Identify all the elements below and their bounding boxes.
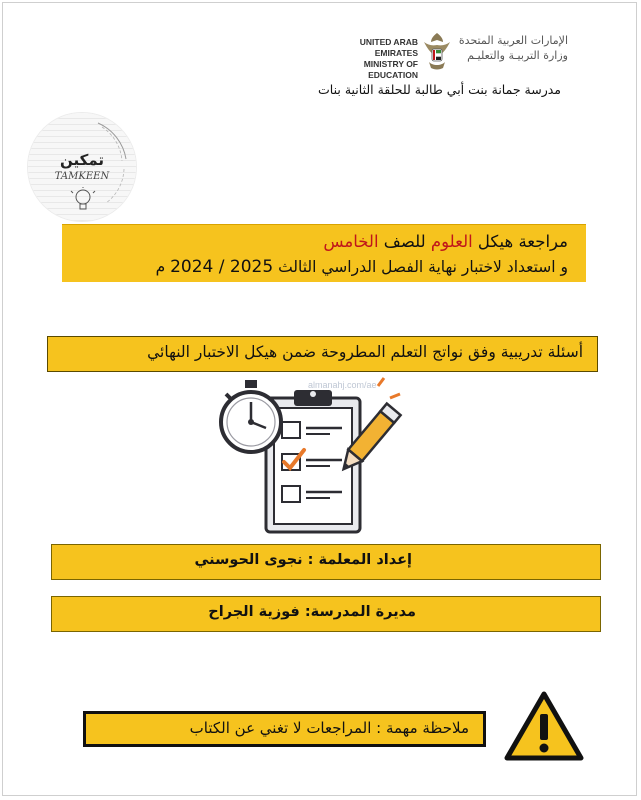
title-banner — [62, 224, 586, 282]
teacher-name: إعداد المعلمة : نجوى الحوسني — [51, 544, 601, 580]
year-suffix: م — [155, 258, 171, 276]
uae-emblem-icon — [418, 30, 456, 74]
ministry-name-english — [318, 37, 418, 81]
ministry-name-arabic — [458, 33, 568, 63]
title-line-1 — [62, 229, 568, 255]
warning-triangle-icon — [504, 690, 584, 762]
title-text-1: مراجعة هيكل — [472, 232, 568, 251]
school-name: مدرسة جمانة بنت أبي طالبة للحلقة الثانية بنات — [318, 82, 561, 97]
exam-text: و استعداد لاختبار نهاية الفصل الدراسي الثالث — [273, 258, 568, 276]
tamkeen-logo — [28, 113, 136, 221]
questions-banner: أسئلة تدريبية وفق نواتج التعلم المطروحة ضمن هيكل الاختبار النهائي — [47, 336, 598, 372]
lightbulb-icon — [70, 187, 96, 215]
ministry-ar-line2: وزارة التربيـة والتعليـم — [467, 49, 568, 62]
ministry-en-line2: MINISTRY OF EDUCATION — [363, 59, 418, 80]
ministry-ar-line1: الإمارات العربية المتحدة — [458, 34, 568, 47]
grade-highlight: الخامس — [323, 232, 379, 251]
subject-highlight: العلوم — [430, 232, 473, 251]
stopwatch-checklist-pencil-icon — [218, 376, 414, 540]
watermark: almanahj.com/ae — [308, 380, 377, 390]
important-note: ملاحظة مهمة : المراجعات لا تغني عن الكتاب — [83, 711, 486, 747]
academic-year: 2024 / 2025 — [170, 257, 274, 277]
title-text-2: للصف — [378, 232, 431, 251]
logo-title: تمكين — [59, 151, 105, 169]
ministry-en-line1: UNITED ARAB EMIRATES — [359, 37, 418, 58]
principal-name: مديرة المدرسة: فوزية الجراح — [51, 596, 601, 632]
title-line-2 — [62, 255, 568, 279]
logo-subtitle: TAMKEEN — [54, 171, 110, 182]
